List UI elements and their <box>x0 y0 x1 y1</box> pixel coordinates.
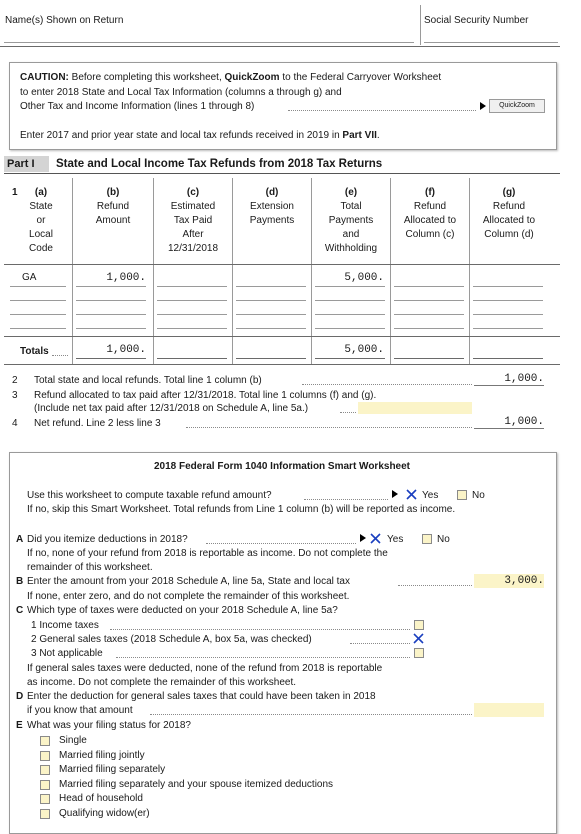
c-question: Which type of taxes were deducted on your 2018 Schedule A, line 5a? <box>27 605 338 616</box>
column-header-4-line-1: Total <box>340 201 362 212</box>
column-header-3-line-0: (d) <box>265 187 279 198</box>
use-yes-checkbox[interactable] <box>406 489 417 500</box>
c-note-1: If general sales taxes were deducted, none of the refund from 2018 is reportable <box>27 663 383 674</box>
column-header-0-line-3: Local <box>29 229 53 240</box>
arrow-right-icon <box>480 102 486 110</box>
line-4-value: 1,000. <box>474 416 544 429</box>
row-3-col-4-field[interactable] <box>315 314 385 315</box>
c-option-2-checkbox[interactable] <box>413 633 424 644</box>
filing-status-label-3: Married filing separately and your spouse itemized deductions <box>59 778 334 790</box>
column-header-0-line-4: Code <box>29 243 53 254</box>
filing-status-checkbox-3[interactable] <box>40 780 50 790</box>
filing-status-checkbox-1[interactable] <box>40 751 50 761</box>
totals-dots <box>52 355 68 356</box>
caution-line-1: CAUTION: Before completing this worksheet, QuickZoom to the Federal Carryover Worksheet <box>20 72 442 83</box>
row-3-col-0-field[interactable] <box>10 314 66 315</box>
filing-status-label-4: Head of household <box>59 793 143 804</box>
row-2-col-1-field[interactable] <box>76 300 146 301</box>
row-4-col-6-field[interactable] <box>473 328 543 329</box>
row-4-col-0-field[interactable] <box>10 328 66 329</box>
row-4-col-2-field[interactable] <box>157 328 227 329</box>
line-2-value: 1,000. <box>474 373 544 386</box>
column-header-0-line-2: or <box>36 215 46 226</box>
c3-dots <box>116 657 410 658</box>
column-header-0-line-0: (a) <box>34 187 48 198</box>
c-option-3: 3 Not applicable <box>31 648 103 659</box>
b-label: B <box>16 576 24 587</box>
line-4-text: Net refund. Line 2 less line 3 <box>34 418 161 429</box>
c1-dots <box>110 629 410 630</box>
column-header-1-line-0: (b) <box>106 187 120 198</box>
a-no-checkbox[interactable] <box>422 534 432 544</box>
line-2-number: 2 <box>12 375 18 386</box>
d-question-1: Enter the deduction for general sales taxes that could have been taken in 2018 <box>27 691 376 702</box>
use-worksheet-note: If no, skip this Smart Worksheet. Total refunds from Line 1 column (b) will be reported as income. <box>27 504 456 515</box>
c-option-1: 1 Income taxes <box>31 620 99 631</box>
row1-state[interactable]: GA <box>22 272 37 283</box>
d-input[interactable] <box>474 703 544 717</box>
a-question: Did you itemize deductions in 2018? <box>27 534 188 545</box>
e-label: E <box>16 720 23 731</box>
names-label: Name(s) Shown on Return <box>5 15 124 26</box>
totals-refund-amount: 1,000. <box>106 344 146 356</box>
row-1-col-5-field[interactable] <box>394 286 464 287</box>
arrow-right-icon <box>392 490 398 498</box>
column-header-6-line-0: (g) <box>502 187 516 198</box>
e-question: What was your filing status for 2018? <box>27 720 191 731</box>
a-note-1: If no, none of your refund from 2018 is reportable as income. Do not complete the <box>27 548 388 559</box>
names-field[interactable] <box>4 28 414 43</box>
table-header-bottom <box>4 264 560 265</box>
line-2-text: Total state and local refunds. Total line 1 column (b) <box>34 375 262 386</box>
d-question-2: if you know that amount <box>27 705 133 716</box>
use-dots <box>304 499 388 500</box>
leader-dots <box>288 110 476 111</box>
part-title-rule <box>4 173 560 174</box>
use-no-checkbox[interactable] <box>457 490 467 500</box>
row-4-col-3-field[interactable] <box>236 328 306 329</box>
row-2-col-4-field[interactable] <box>315 300 385 301</box>
column-header-4-line-4: Withholding <box>324 243 378 254</box>
ssn-label: Social Security Number <box>424 15 529 26</box>
part-title: State and Local Income Tax Refunds from 2018 Tax Returns <box>56 158 383 170</box>
a-label: A <box>16 534 24 545</box>
header-divider <box>420 5 421 45</box>
totals-col-3-underline <box>236 358 306 359</box>
b-value[interactable]: 3,000. <box>474 574 544 588</box>
use-worksheet-question: Use this worksheet to compute taxable refund amount? <box>27 490 272 501</box>
totals-top-rule <box>4 336 560 337</box>
filing-status-label-5: Qualifying widow(er) <box>59 807 150 819</box>
row-1-col-0-field[interactable] <box>10 286 66 287</box>
row-1-col-3-field[interactable] <box>236 286 306 287</box>
row-2-col-6-field[interactable] <box>473 300 543 301</box>
line-4-dots <box>186 427 472 428</box>
row-1-col-1-field[interactable] <box>76 286 146 287</box>
a-note-2: remainder of this worksheet. <box>27 562 153 573</box>
column-header-3-line-2: Payments <box>249 215 295 226</box>
row-4-col-4-field[interactable] <box>315 328 385 329</box>
a-yes-label: Yes <box>387 534 404 545</box>
column-header-1-line-1: Refund <box>96 201 130 212</box>
line-3-dots <box>340 412 356 413</box>
row-3-col-5-field[interactable] <box>394 314 464 315</box>
row-1-col-2-field[interactable] <box>157 286 227 287</box>
caution-line-2: to enter 2018 State and Local Tax Information (columns a through g) and <box>20 87 342 98</box>
use-no-label: No <box>472 490 485 501</box>
c-option-2: 2 General sales taxes (2018 Schedule A, box 5a, was checked) <box>31 634 312 645</box>
totals-total-payments: 5,000. <box>344 344 384 356</box>
ssn-field[interactable] <box>424 28 558 43</box>
column-header-5-line-1: Refund <box>413 201 447 212</box>
b-note: If none, enter zero, and do not complete the remainder of this worksheet. <box>27 591 350 602</box>
line-3-number: 3 <box>12 390 18 401</box>
column-header-4-line-3: and <box>342 229 360 240</box>
c-label: C <box>16 605 24 616</box>
c-note-2: as income. Do not complete the remainder of this worksheet. <box>27 677 297 688</box>
d-dots <box>150 714 472 715</box>
line-3-input[interactable] <box>358 402 472 414</box>
row-3-col-3-field[interactable] <box>236 314 306 315</box>
column-header-2-line-3: After <box>182 229 204 240</box>
smart-worksheet-title: 2018 Federal Form 1040 Information Smart Worksheet <box>153 461 410 472</box>
column-header-2-line-4: 12/31/2018 <box>167 243 219 254</box>
row-3-col-2-field[interactable] <box>157 314 227 315</box>
column-header-2-line-2: Tax Paid <box>173 215 213 226</box>
d-label: D <box>16 691 24 702</box>
row-2-col-0-field[interactable] <box>10 300 66 301</box>
c-option-3-checkbox[interactable] <box>414 648 424 658</box>
line-3-text-b: (Include net tax paid after 12/31/2018 on Schedule A, line 5a.) <box>34 403 309 414</box>
row-2-col-5-field[interactable] <box>394 300 464 301</box>
column-header-3-line-1: Extension <box>250 201 294 212</box>
quickzoom-button[interactable]: QuickZoom <box>489 99 545 113</box>
caution-line-3: Other Tax and Income Information (lines 1 through 8) <box>20 101 255 112</box>
caution-line-4: Enter 2017 and prior year state and local tax refunds received in 2019 in Part VII. <box>20 130 380 141</box>
line-3-text: Refund allocated to tax paid after 12/31/2018. Total line 1 columns (f) and (g). <box>34 390 377 401</box>
row-1-col-4-field[interactable] <box>315 286 385 287</box>
column-header-4-line-2: Payments <box>328 215 374 226</box>
row-3-col-6-field[interactable] <box>473 314 543 315</box>
a-no-label: No <box>437 534 450 545</box>
c-option-1-checkbox[interactable] <box>414 620 424 630</box>
column-header-4-line-0: (e) <box>344 187 358 198</box>
table-bottom-rule <box>4 364 560 365</box>
a-dots <box>206 543 356 544</box>
line-1-number: 1 <box>12 187 18 198</box>
column-header-5-line-0: (f) <box>425 187 435 198</box>
row-2-col-3-field[interactable] <box>236 300 306 301</box>
row1-total-payments[interactable]: 5,000. <box>344 272 384 284</box>
filing-status-checkbox-5[interactable] <box>40 809 50 819</box>
filing-status-checkbox-4[interactable] <box>40 794 50 804</box>
row1-refund-amount[interactable]: 1,000. <box>106 272 146 284</box>
filing-status-label-2: Married filing separately <box>59 764 166 775</box>
line-2-dots <box>302 384 472 385</box>
column-header-5-line-2: Allocated to <box>403 215 457 226</box>
row-4-col-5-field[interactable] <box>394 328 464 329</box>
header-bottom-rule <box>0 46 560 47</box>
b-dots <box>398 585 472 586</box>
totals-col-6-underline <box>473 358 543 359</box>
line-4-number: 4 <box>12 418 18 429</box>
row-4-col-1-field[interactable] <box>76 328 146 329</box>
totals-col-4-underline <box>315 358 385 359</box>
column-header-5-line-3: Column (c) <box>405 229 455 240</box>
row-2-col-2-field[interactable] <box>157 300 227 301</box>
filing-status-label-0: Single <box>59 735 87 746</box>
column-header-1-line-2: Amount <box>95 215 131 226</box>
row-3-col-1-field[interactable] <box>76 314 146 315</box>
filing-status-label-1: Married filing jointly <box>59 749 145 761</box>
totals-col-2-underline <box>157 358 227 359</box>
part-tag: Part I <box>4 156 49 172</box>
filing-status-checkbox-2[interactable] <box>40 765 50 775</box>
column-header-2-line-0: (c) <box>186 187 200 198</box>
column-header-6-line-2: Allocated to <box>482 215 536 226</box>
b-question: Enter the amount from your 2018 Schedule A, line 5a, State and local tax <box>27 576 350 587</box>
c2-dots <box>350 643 410 644</box>
filing-status-checkbox-0[interactable] <box>40 736 50 746</box>
use-yes-label: Yes <box>422 490 439 501</box>
totals-col-5-underline <box>394 358 464 359</box>
column-header-6-line-3: Column (d) <box>484 229 534 240</box>
column-header-2-line-1: Estimated <box>170 201 216 212</box>
a-yes-checkbox[interactable] <box>370 533 381 544</box>
totals-label: Totals <box>20 346 49 357</box>
column-header-6-line-1: Refund <box>492 201 526 212</box>
totals-col-1-underline <box>76 358 146 359</box>
column-header-0-line-1: State <box>29 201 53 212</box>
row-1-col-6-field[interactable] <box>473 286 543 287</box>
arrow-right-icon <box>360 534 366 542</box>
